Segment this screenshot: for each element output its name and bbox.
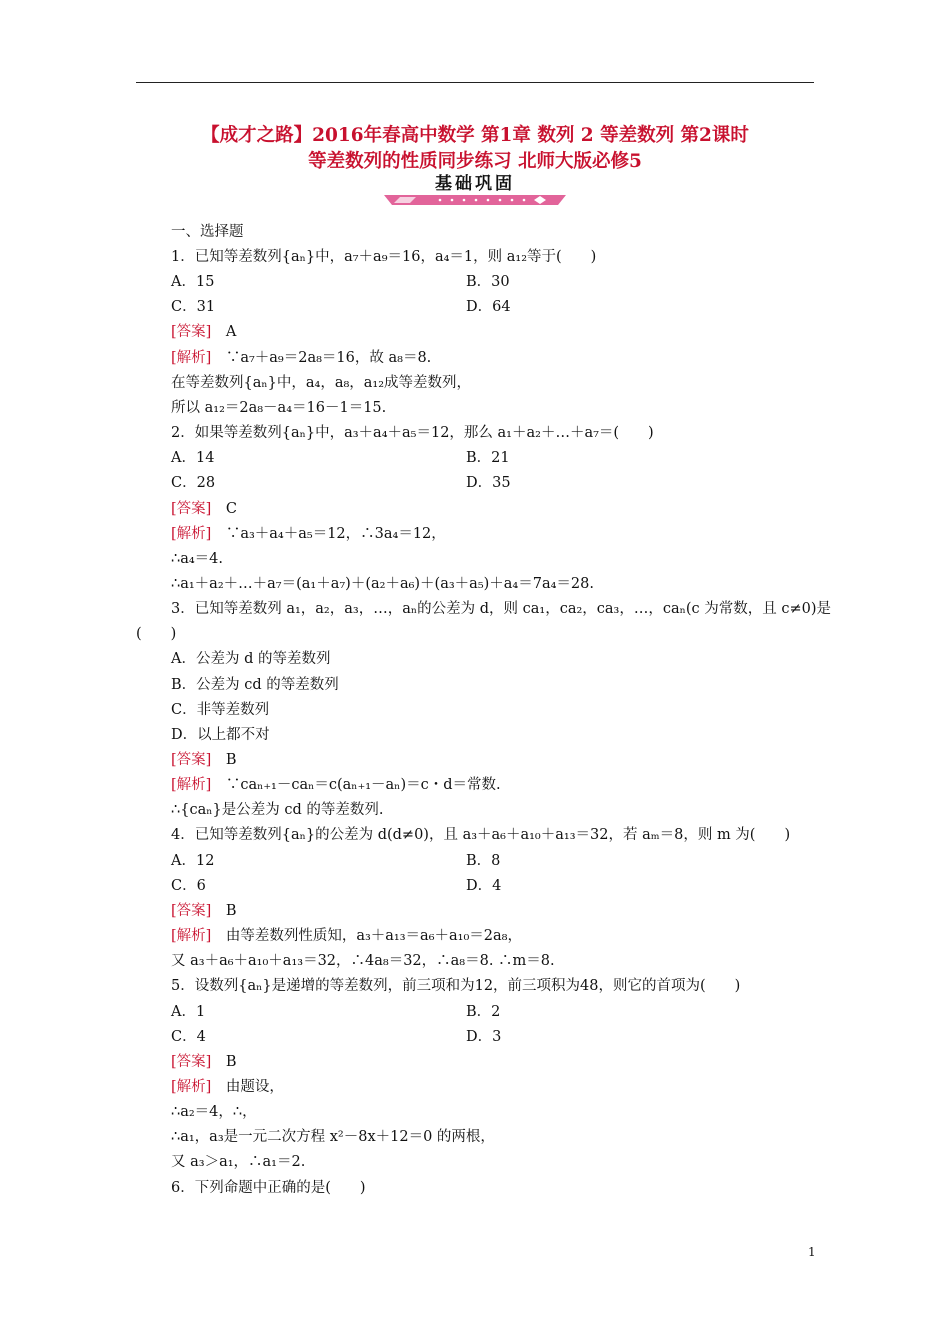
- line-text: ∴a₁，a₃是一元二次方程 x²－8x＋12＝0 的两根，: [171, 1129, 495, 1145]
- line-tag: [答案]: [171, 1054, 212, 1070]
- text-line: [171, 951, 555, 971]
- line-tag: [解析]: [171, 928, 212, 944]
- line-text: B: [211, 752, 237, 768]
- line-text: ∵a₃＋a₄＋a₅＝12，∴3a₄＝12，: [211, 526, 446, 542]
- text-line: [171, 1178, 366, 1198]
- line-text: ∴{caₙ}是公差为 cd 的等差数列.: [171, 802, 384, 818]
- line-text: 1．已知等差数列{aₙ}中，a₇＋a₉＝16，a₄＝1，则 a₁₂等于( ): [171, 249, 597, 265]
- line-text: A: [211, 324, 237, 340]
- option-left: A．12: [171, 853, 215, 869]
- option-right: D．3: [466, 1029, 502, 1045]
- text-line: [171, 1102, 257, 1122]
- line-text: B．公差为 cd 的等差数列: [171, 677, 339, 693]
- option-right: D．64: [466, 299, 511, 315]
- text-line: [171, 976, 740, 996]
- answer-line: [171, 1052, 236, 1072]
- line-text: 6．下列命题中正确的是( ): [171, 1180, 366, 1196]
- line-text: 4．已知等差数列{aₙ}的公差为 d(d≠0)，且 a₃＋a₆＋a₁₀＋a₁₃＝32，若 aₘ＝8，则 m 为( ): [171, 827, 791, 843]
- line-text: A．公差为 d 的等差数列: [171, 651, 331, 667]
- line-text: D．以上都不对: [171, 727, 270, 743]
- analysis-line: [171, 348, 431, 368]
- line-text: C: [211, 501, 237, 517]
- section-banner-label: 基础巩固: [435, 174, 515, 194]
- text-line: [171, 574, 594, 594]
- analysis-line: [171, 926, 522, 946]
- page-number: 1: [808, 1245, 816, 1259]
- text-line: [171, 700, 269, 720]
- text-line: [171, 725, 270, 745]
- text-line: [171, 800, 383, 820]
- line-text: 由题设，: [211, 1079, 284, 1095]
- line-tag: [答案]: [171, 324, 212, 340]
- option-left: C．28: [171, 475, 216, 491]
- text-line: [171, 1127, 495, 1147]
- text-line: [171, 649, 330, 669]
- line-tag: [解析]: [171, 777, 212, 793]
- line-text: 又 a₃＞a₁，∴a₁＝2.: [171, 1154, 306, 1170]
- line-text: B: [211, 1054, 237, 1070]
- text-line: [136, 624, 176, 644]
- document-title-line1: 【成才之路】2016年春高中数学 第1章 数列 2 等差数列 第2课时: [201, 125, 749, 146]
- text-line: [171, 373, 471, 393]
- line-text: 由等差数列性质知，a₃＋a₁₃＝a₆＋a₁₀＝2a₈，: [211, 928, 522, 944]
- line-text: 5．设数列{aₙ}是递增的等差数列，前三项和为12，前三项积为48，则它的首项为( ): [171, 978, 741, 994]
- document-title-line2: 等差数列的性质同步练习 北师大版必修5: [308, 151, 642, 172]
- option-left: C．31: [171, 299, 216, 315]
- text-line: [171, 549, 223, 569]
- section-heading: 一、选择题: [171, 224, 244, 240]
- line-text: C．非等差数列: [171, 702, 270, 718]
- text-line: [171, 825, 790, 845]
- answer-line: [171, 750, 236, 770]
- line-text: ∴a₁＋a₂＋…＋a₇＝(a₁＋a₇)＋(a₂＋a₆)＋(a₃＋a₅)＋a₄＝7a₄＝28.: [171, 576, 594, 592]
- line-tag: [答案]: [171, 501, 212, 517]
- analysis-line: [171, 1077, 284, 1097]
- option-right: B．21: [466, 450, 510, 466]
- text-line: [171, 247, 596, 267]
- text-line: [171, 1152, 305, 1172]
- line-text: ∵a₇＋a₉＝2a₈＝16，故 a₈＝8.: [211, 350, 432, 366]
- text-line: [171, 599, 831, 619]
- line-tag: [答案]: [171, 752, 212, 768]
- line-text: ∴a₂＝4，∴，: [171, 1104, 257, 1120]
- header-rule: [136, 82, 814, 83]
- option-right: D．4: [466, 878, 502, 894]
- line-text: ( ): [136, 626, 177, 642]
- option-left: A．15: [171, 274, 215, 290]
- option-left: A．14: [171, 450, 215, 466]
- line-text: ∵caₙ₊₁－caₙ＝c(aₙ₊₁－aₙ)＝c・d＝常数.: [211, 777, 501, 793]
- option-right: B．8: [466, 853, 501, 869]
- option-right: B．30: [466, 274, 510, 290]
- text-line: [171, 423, 654, 443]
- line-tag: [答案]: [171, 903, 212, 919]
- line-tag: [解析]: [171, 526, 212, 542]
- analysis-line: [171, 524, 446, 544]
- line-text: ∴a₄＝4.: [171, 551, 224, 567]
- line-text: 2．如果等差数列{aₙ}中，a₃＋a₄＋a₅＝12，那么 a₁＋a₂＋…＋a₇＝( ): [171, 425, 654, 441]
- line-text: 在等差数列{aₙ}中，a₄，a₈，a₁₂成等差数列，: [171, 375, 472, 391]
- option-right: B．2: [466, 1004, 501, 1020]
- line-text: 所以 a₁₂＝2a₈－a₄＝16－1＝15.: [171, 400, 387, 416]
- answer-line: [171, 322, 236, 342]
- text-line: [171, 675, 339, 695]
- option-left: A．1: [171, 1004, 206, 1020]
- analysis-line: [171, 775, 501, 795]
- line-text: 又 a₃＋a₆＋a₁₀＋a₁₃＝32，∴4a₈＝32，∴a₈＝8. ∴m＝8.: [171, 953, 555, 969]
- answer-line: [171, 499, 237, 519]
- line-text: 3．已知等差数列 a₁，a₂，a₃，…，aₙ的公差为 d，则 ca₁，ca₂，ca₃，…，caₙ(c 为常数，且 c≠0)是: [171, 601, 832, 617]
- answer-line: [171, 901, 236, 921]
- text-line: [171, 398, 386, 418]
- line-tag: [解析]: [171, 1079, 212, 1095]
- option-left: C．6: [171, 878, 206, 894]
- option-right: D．35: [466, 475, 511, 491]
- line-tag: [解析]: [171, 350, 212, 366]
- option-left: C．4: [171, 1029, 206, 1045]
- line-text: B: [211, 903, 237, 919]
